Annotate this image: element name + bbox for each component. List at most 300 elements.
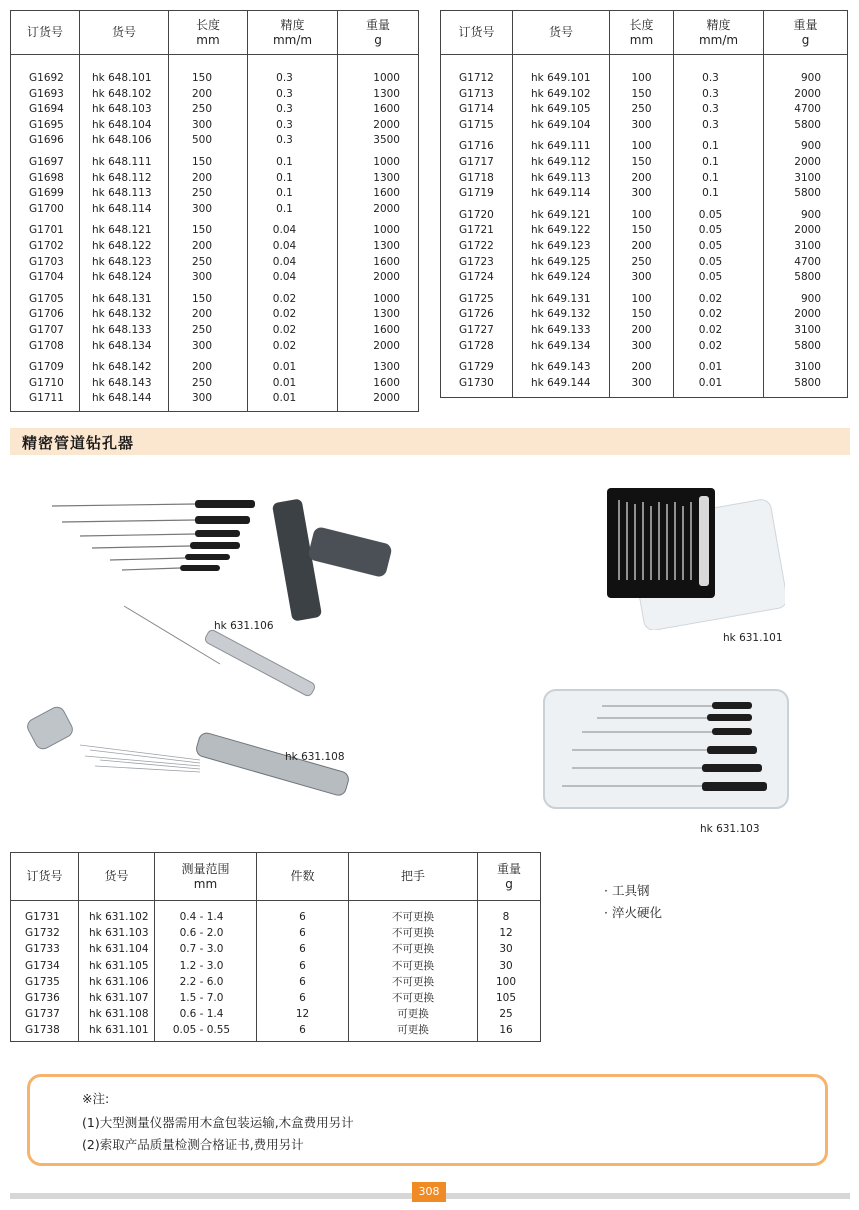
table-cell: 0.3 [276, 103, 293, 116]
table-cell: 150 [191, 224, 213, 237]
table-hk649 [440, 10, 848, 398]
table-cell: hk 649.111 [531, 140, 591, 153]
table-cell: hk 649.114 [531, 187, 591, 200]
column-0 [11, 55, 80, 411]
column-4 [338, 55, 418, 411]
section-title: 精密管道钻孔器 [22, 434, 135, 452]
table-cell: 0.02 [698, 308, 723, 321]
table-cell: 300 [631, 339, 652, 352]
table-cell: 2000 [794, 155, 821, 168]
table-cell: 0.3 [276, 134, 293, 147]
table-cell: 6 [299, 975, 306, 988]
page-number: 308 [412, 1182, 446, 1202]
table-cell: G1723 [459, 255, 494, 268]
table-body [11, 901, 540, 1041]
table-cell: 可更换 [397, 1024, 429, 1037]
table-cell: 0.04 [272, 239, 297, 252]
table-cell: hk 649.143 [531, 361, 591, 374]
table-cell: 250 [191, 187, 213, 200]
table-cell: hk 649.144 [531, 376, 591, 389]
column-4 [349, 901, 478, 1041]
table-cell: 2000 [794, 224, 821, 237]
table-cell: 0.3 [276, 87, 293, 100]
section-bar [10, 428, 850, 455]
table-cell: 0.3 [702, 118, 719, 131]
table-cell: hk 631.105 [89, 959, 149, 972]
header-order-no: 订货号 [441, 11, 513, 54]
table-cell: G1699 [29, 187, 64, 200]
table-cell: G1724 [459, 271, 494, 284]
column-0 [11, 901, 79, 1041]
table-cell: 0.1 [702, 171, 719, 184]
table-cell: G1698 [29, 171, 64, 184]
table-cell: 3500 [373, 134, 400, 147]
table-cell: G1735 [25, 975, 60, 988]
table-cell: 1600 [373, 323, 400, 336]
table-cell: 0.05 [698, 255, 723, 268]
table-cell: hk 649.104 [531, 118, 591, 131]
table-cell: 2000 [373, 339, 400, 352]
table-cell: 1600 [373, 255, 400, 268]
table-cell: 8 [502, 911, 510, 923]
table-cell: 0.1 [276, 155, 293, 168]
table-cell: 0.02 [698, 292, 723, 305]
table-cell: 150 [191, 292, 213, 305]
table-cell: 16 [499, 1024, 513, 1037]
table-cell: G1731 [25, 911, 60, 923]
table-cell: 200 [191, 361, 213, 374]
column-1 [80, 55, 169, 411]
table-cell: 0.6 - 1.4 [179, 1008, 224, 1021]
header-length: 长度 mm [610, 11, 674, 54]
table-cell: G1722 [459, 239, 494, 252]
column-5 [478, 901, 540, 1041]
header-range: 测量范围 mm [155, 853, 257, 900]
table-cell: G1693 [29, 87, 64, 100]
table-cell: 100 [495, 975, 517, 988]
table-cell: 2000 [373, 271, 400, 284]
table-cell: hk 648.131 [92, 292, 152, 305]
table-cell: 900 [800, 140, 821, 153]
table-cell: G1701 [29, 224, 64, 237]
table-cell: G1702 [29, 239, 64, 252]
label-hk631-108: hk 631.108 [285, 751, 345, 763]
table-cell: 0.3 [702, 103, 719, 116]
table-cell: hk 649.102 [531, 87, 591, 100]
table-cell: hk 648.123 [92, 255, 152, 268]
column-3 [674, 55, 764, 397]
table-cell: hk 648.121 [92, 224, 152, 237]
table-cell: 250 [191, 103, 213, 116]
table-cell: 1600 [373, 376, 400, 389]
table-cell: 0.01 [272, 361, 297, 374]
label-hk631-103: hk 631.103 [700, 823, 760, 835]
table-cell: 30 [499, 943, 513, 956]
table-cell: 1600 [373, 103, 400, 116]
table-cell: hk 649.112 [531, 155, 591, 168]
header-order-no: 订货号 [11, 11, 80, 54]
table-cell: 5800 [794, 376, 821, 389]
table-cell: G1727 [459, 323, 494, 336]
table-cell: G1708 [29, 339, 64, 352]
header-item-no: 货号 [80, 11, 169, 54]
notes-line-2: (2)索取产品质量检测合格证书,费用另计 [82, 1137, 304, 1152]
table-cell: 300 [631, 271, 652, 284]
header-weight: 重量 g [793, 17, 818, 47]
table-cell: hk 648.133 [92, 323, 152, 336]
table-cell: 200 [191, 239, 213, 252]
table-cell: G1737 [25, 1008, 60, 1021]
column-2 [610, 55, 674, 397]
table-cell: G1704 [29, 271, 64, 284]
table-cell: 0.1 [276, 187, 293, 200]
table-cell: 1000 [373, 224, 400, 237]
table-cell: 150 [631, 87, 652, 100]
table-cell: 300 [191, 202, 213, 215]
table-cell: 6 [299, 943, 306, 956]
photo-hk631-108 [20, 600, 360, 820]
table-cell: 4700 [794, 255, 821, 268]
table-cell: hk 631.106 [89, 975, 149, 988]
table-cell: 2000 [373, 118, 400, 131]
table-cell: 200 [631, 361, 652, 374]
table-cell: 0.02 [272, 323, 297, 336]
table-cell: 0.01 [272, 376, 297, 389]
table-cell: 0.05 [698, 224, 723, 237]
table-cell: 0.1 [702, 155, 719, 168]
table-cell: hk 649.134 [531, 339, 591, 352]
table-cell: 0.1 [702, 187, 719, 200]
table-cell: 5800 [794, 187, 821, 200]
table-cell: G1705 [29, 292, 64, 305]
table-cell: 1600 [373, 187, 400, 200]
table-cell: 不可更换 [392, 975, 434, 988]
table-cell: 0.04 [272, 255, 297, 268]
table-cell: hk 648.111 [92, 155, 152, 168]
table-cell: G1734 [25, 959, 60, 972]
table-cell: 0.02 [698, 339, 723, 352]
table-cell: 0.4 - 1.4 [179, 911, 224, 923]
table-cell: 1000 [373, 72, 400, 84]
table-cell: 6 [299, 959, 306, 972]
photo-hk631-103 [542, 688, 792, 813]
table-cell: G1732 [25, 927, 60, 940]
table-cell: hk 649.101 [531, 72, 591, 84]
header-weight: 重量 g [496, 861, 521, 891]
table-cell: G1715 [459, 118, 494, 131]
table-cell: 3100 [794, 361, 821, 374]
table-cell: 6 [299, 991, 306, 1004]
table-cell: 0.01 [698, 361, 723, 374]
notes-line-1: (1)大型测量仪器需用木盒包装运输,木盒费用另计 [82, 1115, 354, 1130]
column-3 [257, 901, 349, 1041]
table-cell: hk 649.123 [531, 239, 591, 252]
table-cell: 0.02 [272, 292, 297, 305]
table-cell: hk 648.122 [92, 239, 152, 252]
feature-item: · 淬火硬化 [604, 905, 662, 920]
table-cell: 300 [631, 118, 652, 131]
table-cell: 1300 [373, 361, 400, 374]
table-cell: 6 [299, 1024, 306, 1037]
table-cell: 900 [800, 208, 821, 221]
table-cell: hk 649.124 [531, 271, 591, 284]
table-cell: 200 [191, 87, 213, 100]
drill-needles [52, 500, 255, 571]
header-precision: 精度 mm/m [248, 11, 338, 54]
table-header [441, 11, 847, 55]
table-cell: 不可更换 [392, 991, 434, 1004]
table-cell: 2000 [373, 392, 400, 405]
table-cell: 105 [495, 991, 517, 1004]
table-cell: hk 649.131 [531, 292, 591, 305]
table-cell: G1736 [25, 991, 60, 1004]
table-hk648 [10, 10, 419, 412]
feature-item: · 工具钢 [604, 883, 650, 898]
table-cell: 300 [191, 339, 213, 352]
table-cell: 0.02 [272, 339, 297, 352]
table-header [11, 853, 540, 901]
table-cell: 2000 [794, 87, 821, 100]
table-cell: 150 [631, 224, 652, 237]
table-cell: 300 [631, 187, 652, 200]
table-cell: 200 [631, 171, 652, 184]
table-cell: G1700 [29, 202, 64, 215]
table-cell: G1692 [29, 72, 64, 84]
table-cell: 300 [191, 271, 213, 284]
table-cell: 200 [631, 239, 652, 252]
table-cell: G1694 [29, 103, 64, 116]
table-cell: hk 631.104 [89, 943, 149, 956]
table-cell: 0.1 [276, 202, 293, 215]
table-cell: 300 [191, 392, 213, 405]
table-cell: 0.04 [272, 271, 297, 284]
table-cell: 2000 [373, 202, 400, 215]
table-cell: 4700 [794, 103, 821, 116]
table-cell: 250 [631, 103, 652, 116]
header-handle: 把手 [349, 853, 478, 900]
table-cell: 0.02 [272, 308, 297, 321]
table-cell: hk 648.132 [92, 308, 152, 321]
table-cell: 不可更换 [392, 943, 434, 956]
table-cell: hk 649.113 [531, 171, 591, 184]
table-cell: 6 [299, 911, 306, 923]
table-cell: 30 [499, 959, 513, 972]
table-cell: G1714 [459, 103, 494, 116]
table-cell: G1706 [29, 308, 64, 321]
table-cell: 0.1 [702, 140, 719, 153]
table-cell: 25 [499, 1008, 513, 1021]
table-cell: G1696 [29, 134, 64, 147]
table-cell: hk 631.108 [89, 1008, 149, 1021]
table-cell: G1703 [29, 255, 64, 268]
table-cell: G1725 [459, 292, 494, 305]
table-cell: hk 631.103 [89, 927, 149, 940]
table-cell: hk 631.107 [89, 991, 149, 1004]
column-1 [513, 55, 610, 397]
column-4 [764, 55, 847, 397]
table-cell: 3100 [794, 323, 821, 336]
table-cell: hk 648.114 [92, 202, 152, 215]
table-cell: 500 [191, 134, 213, 147]
table-cell: 150 [631, 308, 652, 321]
table-cell: 0.3 [276, 72, 293, 84]
table-cell: 1300 [373, 239, 400, 252]
table-cell: 0.01 [698, 376, 723, 389]
table-cell: 300 [191, 118, 213, 131]
table-cell: hk 649.122 [531, 224, 591, 237]
table-cell: 不可更换 [392, 911, 434, 923]
table-cell: 100 [631, 208, 652, 221]
table-cell: G1716 [459, 140, 494, 153]
table-cell: hk 649.132 [531, 308, 591, 321]
table-cell: 0.1 [276, 171, 293, 184]
feature-list [604, 880, 662, 924]
header-item-no: 货号 [79, 853, 155, 900]
header-precision: 精度 mm/m [674, 11, 764, 54]
table-cell: hk 648.102 [92, 87, 152, 100]
table-cell: hk 648.104 [92, 118, 152, 131]
table-cell: hk 648.112 [92, 171, 152, 184]
table-cell: 150 [631, 155, 652, 168]
table-cell: 0.01 [272, 392, 297, 405]
table-cell: 2.2 - 6.0 [179, 975, 224, 988]
table-cell: 100 [631, 72, 652, 84]
table-cell: 3100 [794, 171, 821, 184]
table-cell: hk 649.125 [531, 255, 591, 268]
table-cell: 250 [631, 255, 652, 268]
column-2 [169, 55, 248, 411]
table-cell: G1697 [29, 155, 64, 168]
notes-title: ※注: [82, 1091, 110, 1106]
table-cell: G1728 [459, 339, 494, 352]
header-item-no: 货号 [513, 11, 610, 54]
table-header [11, 11, 418, 55]
table-cell: G1695 [29, 118, 64, 131]
table-cell: hk 648.134 [92, 339, 152, 352]
table-cell: 1300 [373, 87, 400, 100]
table-cell: hk 648.106 [92, 134, 152, 147]
table-cell: 0.6 - 2.0 [179, 927, 224, 940]
column-3 [248, 55, 338, 411]
table-cell: G1709 [29, 361, 64, 374]
table-cell: 250 [191, 323, 213, 336]
table-cell: G1738 [25, 1024, 60, 1037]
label-hk631-101: hk 631.101 [723, 632, 783, 644]
table-body [441, 55, 847, 397]
table-cell: 1000 [373, 155, 400, 168]
table-cell: 0.04 [272, 224, 297, 237]
header-length: 长度 mm [169, 11, 248, 54]
table-cell: 1300 [373, 308, 400, 321]
table-cell: 1.5 - 7.0 [179, 991, 224, 1004]
table-cell: 3100 [794, 239, 821, 252]
table-cell: 900 [800, 72, 821, 84]
table-cell: 12 [295, 1008, 310, 1021]
table-cell: G1720 [459, 208, 494, 221]
header-order-no: 订货号 [11, 853, 79, 900]
table-cell: 1300 [373, 171, 400, 184]
table-cell: G1721 [459, 224, 494, 237]
table-cell: 200 [631, 323, 652, 336]
table-cell: 1.2 - 3.0 [179, 959, 224, 972]
header-pieces: 件数 [257, 853, 349, 900]
table-cell: G1711 [29, 392, 64, 405]
notes-box [27, 1074, 828, 1166]
table-cell: hk 649.133 [531, 323, 591, 336]
table-cell: 900 [800, 292, 821, 305]
table-cell: 0.3 [702, 72, 719, 84]
table-cell: G1717 [459, 155, 494, 168]
table-cell: 5800 [794, 339, 821, 352]
table-cell: 0.05 [698, 239, 723, 252]
table-cell: 0.05 [698, 208, 723, 221]
table-cell: hk 648.124 [92, 271, 152, 284]
table-cell: 不可更换 [392, 959, 434, 972]
table-cell: 0.3 [702, 87, 719, 100]
table-cell: 0.05 [698, 271, 723, 284]
table-cell: hk 648.144 [92, 392, 152, 405]
table-cell: 5800 [794, 118, 821, 131]
table-cell: G1729 [459, 361, 494, 374]
table-cell: hk 648.101 [92, 72, 152, 84]
header-weight: 重量 g [365, 17, 390, 47]
column-2 [155, 901, 257, 1041]
table-cell: 不可更换 [392, 927, 434, 940]
table-cell: 250 [191, 376, 213, 389]
table-cell: 200 [191, 171, 213, 184]
table-cell: hk 631.101 [89, 1024, 149, 1037]
table-cell: 150 [191, 155, 213, 168]
table-cell: hk 649.121 [531, 208, 591, 221]
table-cell: 100 [631, 140, 652, 153]
table-cell: G1733 [25, 943, 60, 956]
table-cell: hk 648.142 [92, 361, 152, 374]
table-cell: 1000 [373, 292, 400, 305]
table-cell: G1719 [459, 187, 494, 200]
table-cell: 200 [191, 308, 213, 321]
table-cell: 5800 [794, 271, 821, 284]
table-cell: G1713 [459, 87, 494, 100]
label-hk631-106: hk 631.106 [214, 620, 274, 632]
table-cell: 0.3 [276, 118, 293, 131]
table-cell: 300 [631, 376, 652, 389]
photo-hk631-101 [595, 480, 785, 630]
table-cell: 可更换 [397, 1008, 429, 1021]
table-cell: 100 [631, 292, 652, 305]
table-cell: G1718 [459, 171, 494, 184]
table-cell: hk 631.102 [89, 911, 149, 923]
table-cell: G1726 [459, 308, 494, 321]
column-1 [79, 901, 155, 1041]
table-cell: hk 648.143 [92, 376, 152, 389]
table-cell: hk 648.113 [92, 187, 152, 200]
table-cell: 2000 [794, 308, 821, 321]
table-cell: G1707 [29, 323, 64, 336]
table-body [11, 55, 418, 411]
table-cell: G1730 [459, 376, 494, 389]
table-cell: 0.02 [698, 323, 723, 336]
table-cell: 150 [191, 72, 213, 84]
table-cell: G1710 [29, 376, 64, 389]
table-cell: G1712 [459, 72, 494, 84]
column-0 [441, 55, 513, 397]
table-hk631 [10, 852, 541, 1042]
table-cell: 6 [299, 927, 306, 940]
table-cell: hk 649.105 [531, 103, 591, 116]
table-cell: 0.7 - 3.0 [179, 943, 224, 956]
table-cell: 0.05 - 0.55 [172, 1024, 231, 1037]
table-cell: hk 648.103 [92, 103, 152, 116]
